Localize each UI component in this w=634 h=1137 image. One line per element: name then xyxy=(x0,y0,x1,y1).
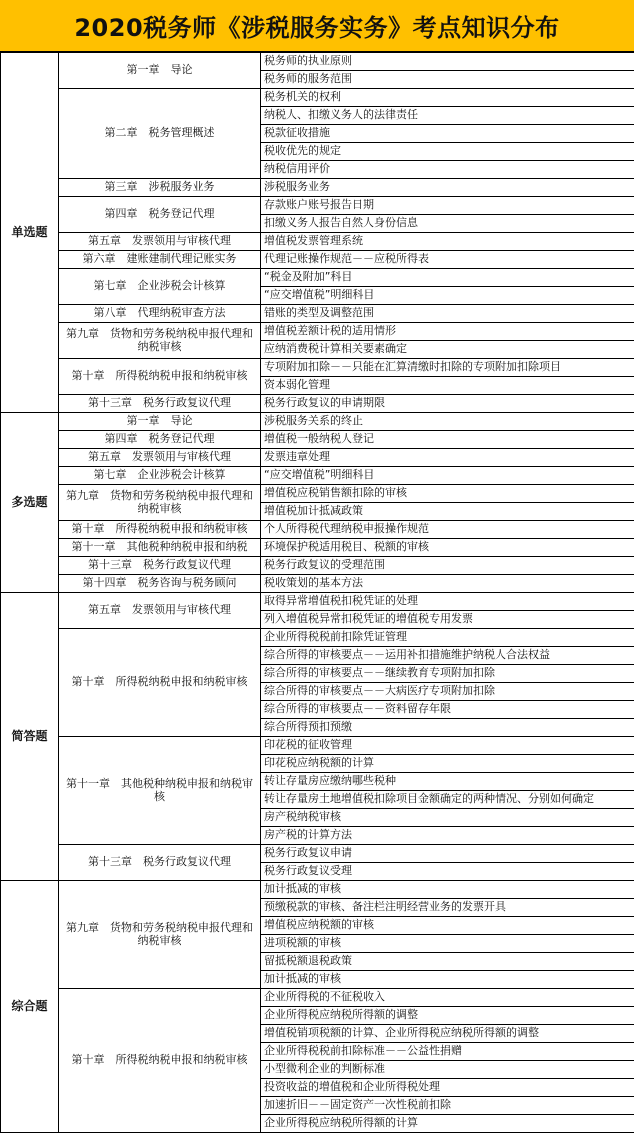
chapter-label: 第九章 货物和劳务税纳税申报代理和纳税审核 xyxy=(59,485,261,521)
knowledge-point: 税务师的执业原则 xyxy=(261,53,634,71)
chapter-label: 第五章 发票领用与审核代理 xyxy=(59,593,261,629)
knowledge-point: 增值税差额计税的适用情形 xyxy=(261,323,634,341)
knowledge-point: 税收策划的基本方法 xyxy=(261,575,634,593)
table-row xyxy=(1,629,634,647)
chapter-label: 第十一章 其他税种纳税申报和纳税审核 xyxy=(59,737,261,845)
knowledge-point: 转让存量房土地增值税扣除项目金额确定的两种情况、分别如何确定 xyxy=(261,791,634,809)
section-label: 综合题 xyxy=(1,881,59,1133)
table-row xyxy=(1,737,634,755)
chapter-label: 第四章 税务登记代理 xyxy=(59,197,261,233)
knowledge-table xyxy=(0,52,634,1133)
knowledge-point: 房产税纳税审核 xyxy=(261,809,634,827)
table-row xyxy=(1,557,634,575)
chapter-label: 第九章 货物和劳务税纳税申报代理和纳税审核 xyxy=(59,881,261,989)
knowledge-point: 加计抵减的审核 xyxy=(261,881,634,899)
section-label: 多选题 xyxy=(1,413,59,593)
knowledge-point: “应交增值税”明细科目 xyxy=(261,287,634,305)
knowledge-point: 税务行政复议的申请期限 xyxy=(261,395,634,413)
chapter-label: 第五章 发票领用与审核代理 xyxy=(59,449,261,467)
table-row xyxy=(1,359,634,377)
table-row xyxy=(1,593,634,611)
knowledge-point: 印花税的征收管理 xyxy=(261,737,634,755)
chapter-label: 第十三章 税务行政复议代理 xyxy=(59,845,261,881)
knowledge-point: 税务行政复议受理 xyxy=(261,863,634,881)
table-row xyxy=(1,233,634,251)
chapter-label: 第十三章 税务行政复议代理 xyxy=(59,395,261,413)
chapter-label: 第一章 导论 xyxy=(59,53,261,89)
chapter-label: 第五章 发票领用与审核代理 xyxy=(59,233,261,251)
chapter-label: 第七章 企业涉税会计核算 xyxy=(59,467,261,485)
knowledge-point: 综合所得的审核要点－－继续教育专项附加扣除 xyxy=(261,665,634,683)
knowledge-point: 增值税销项税额的计算、企业所得税应纳税所得额的调整 xyxy=(261,1025,634,1043)
table-row xyxy=(1,323,634,341)
table-row xyxy=(1,521,634,539)
knowledge-point: 转让存量房应缴纳哪些税种 xyxy=(261,773,634,791)
knowledge-point: 综合所得预扣预缴 xyxy=(261,719,634,737)
knowledge-point: 企业所得税税前扣除标准－－公益性捐赠 xyxy=(261,1043,634,1061)
section-label: 简答题 xyxy=(1,593,59,881)
knowledge-point: 个人所得税代理纳税申报操作规范 xyxy=(261,521,634,539)
knowledge-point: 综合所得的审核要点－－大病医疗专项附加扣除 xyxy=(261,683,634,701)
knowledge-point: 资本弱化管理 xyxy=(261,377,634,395)
chapter-label: 第十章 所得税纳税申报和纳税审核 xyxy=(59,359,261,395)
chapter-label: 第十三章 税务行政复议代理 xyxy=(59,557,261,575)
knowledge-point: 综合所得的审核要点－－资料留存年限 xyxy=(261,701,634,719)
chapter-label: 第三章 涉税服务业务 xyxy=(59,179,261,197)
knowledge-point: 增值税应纳税额的审核 xyxy=(261,917,634,935)
knowledge-point: 税款征收措施 xyxy=(261,125,634,143)
knowledge-point: 取得异常增值税扣税凭证的处理 xyxy=(261,593,634,611)
knowledge-point: “税金及附加”科目 xyxy=(261,269,634,287)
knowledge-point: 印花税应纳税额的计算 xyxy=(261,755,634,773)
table-row xyxy=(1,449,634,467)
knowledge-point: 增值税一般纳税人登记 xyxy=(261,431,634,449)
table-row xyxy=(1,413,634,431)
knowledge-point: 税收优先的规定 xyxy=(261,143,634,161)
table-row xyxy=(1,269,634,287)
table-row xyxy=(1,89,634,107)
chapter-label: 第十四章 税务咨询与税务顾问 xyxy=(59,575,261,593)
chapter-label: 第二章 税务管理概述 xyxy=(59,89,261,179)
table-row xyxy=(1,431,634,449)
chapter-label: 第十一章 其他税种纳税申报和纳税 xyxy=(59,539,261,557)
knowledge-point: 存款账户账号报告日期 xyxy=(261,197,634,215)
table-row xyxy=(1,197,634,215)
knowledge-point: 纳税人、扣缴义务人的法律责任 xyxy=(261,107,634,125)
table-row xyxy=(1,575,634,593)
knowledge-point: 投资收益的增值税和企业所得税处理 xyxy=(261,1079,634,1097)
chapter-label: 第九章 货物和劳务税纳税申报代理和纳税审核 xyxy=(59,323,261,359)
knowledge-point: 环境保护税适用税目、税额的审核 xyxy=(261,539,634,557)
table-row xyxy=(1,881,634,899)
knowledge-point: 增值税加计抵减政策 xyxy=(261,503,634,521)
table-row xyxy=(1,485,634,503)
knowledge-point: 留抵税额退税政策 xyxy=(261,953,634,971)
chapter-label: 第一章 导论 xyxy=(59,413,261,431)
knowledge-point: 企业所得税的不征税收入 xyxy=(261,989,634,1007)
knowledge-point: 增值税发票管理系统 xyxy=(261,233,634,251)
knowledge-point: 专项附加扣除－－只能在汇算清缴时扣除的专项附加扣除项目 xyxy=(261,359,634,377)
chapter-label: 第六章 建账建制代理记账实务 xyxy=(59,251,261,269)
knowledge-point: 小型微利企业的判断标准 xyxy=(261,1061,634,1079)
page-title: 2020税务师《涉税服务实务》考点知识分布 xyxy=(0,0,634,52)
chapter-label: 第七章 企业涉税会计核算 xyxy=(59,269,261,305)
knowledge-point: 纳税信用评价 xyxy=(261,161,634,179)
table-row xyxy=(1,467,634,485)
chapter-label: 第十章 所得税纳税申报和纳税审核 xyxy=(59,629,261,737)
table-row xyxy=(1,845,634,863)
knowledge-point: 预缴税款的审核、备注栏注明经营业务的发票开具 xyxy=(261,899,634,917)
chapter-label: 第十章 所得税纳税申报和纳税审核 xyxy=(59,989,261,1133)
knowledge-point: 进项税额的审核 xyxy=(261,935,634,953)
table-row xyxy=(1,251,634,269)
table-row xyxy=(1,53,634,71)
knowledge-point: 列入增值税异常扣税凭证的增值税专用发票 xyxy=(261,611,634,629)
knowledge-point: 房产税的计算方法 xyxy=(261,827,634,845)
knowledge-point: 税务师的服务范围 xyxy=(261,71,634,89)
knowledge-point: 发票违章处理 xyxy=(261,449,634,467)
knowledge-point: 税务机关的权利 xyxy=(261,89,634,107)
knowledge-point: 增值税应税销售额扣除的审核 xyxy=(261,485,634,503)
knowledge-point: 税务行政复议申请 xyxy=(261,845,634,863)
chapter-label: 第八章 代理纳税审查方法 xyxy=(59,305,261,323)
knowledge-point: 企业所得税应纳税所得额的调整 xyxy=(261,1007,634,1025)
table-row xyxy=(1,989,634,1007)
knowledge-point: 代理记账操作规范－－应税所得表 xyxy=(261,251,634,269)
knowledge-point: 涉税服务业务 xyxy=(261,179,634,197)
table-row xyxy=(1,305,634,323)
knowledge-point: 综合所得的审核要点－－运用补扣措施维护纳税人合法权益 xyxy=(261,647,634,665)
knowledge-point: 扣缴义务人报告自然人身份信息 xyxy=(261,215,634,233)
knowledge-point: 错账的类型及调整范围 xyxy=(261,305,634,323)
section-label: 单选题 xyxy=(1,53,59,413)
knowledge-point: 企业所得税税前扣除凭证管理 xyxy=(261,629,634,647)
knowledge-point: 涉税服务关系的终止 xyxy=(261,413,634,431)
knowledge-point: 税务行政复议的受理范围 xyxy=(261,557,634,575)
chapter-label: 第四章 税务登记代理 xyxy=(59,431,261,449)
chapter-label: 第十章 所得税纳税申报和纳税审核 xyxy=(59,521,261,539)
knowledge-point: 应纳消费税计算相关要素确定 xyxy=(261,341,634,359)
table-row xyxy=(1,539,634,557)
knowledge-point: 企业所得税应纳税所得额的计算 xyxy=(261,1115,634,1133)
knowledge-point: 加计抵减的审核 xyxy=(261,971,634,989)
knowledge-point: “应交增值税”明细科目 xyxy=(261,467,634,485)
knowledge-point: 加速折旧－－固定资产一次性税前扣除 xyxy=(261,1097,634,1115)
table-row xyxy=(1,179,634,197)
table-row xyxy=(1,395,634,413)
